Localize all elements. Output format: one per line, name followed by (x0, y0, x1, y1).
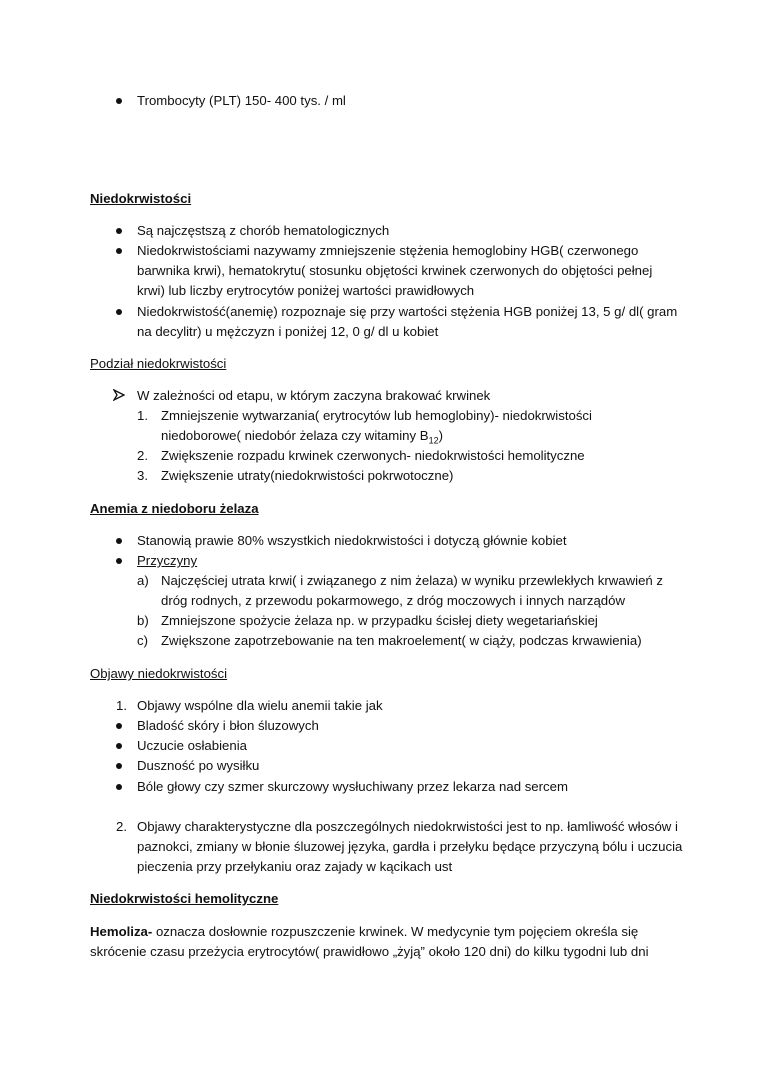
subscript: 12 (428, 435, 439, 446)
arrow-bullet-icon (113, 389, 125, 401)
paragraph-line: skrócenie czasu przeżycia erytrocytów( prawidłowo „żyją” około 120 dni) do kilku tygodni lub dni (90, 944, 649, 959)
list-letter: b) (137, 613, 149, 628)
list-item-cont: na decylitr) u mężczyzn i poniżej 12, 0 g/ dl u kobiet (137, 324, 439, 339)
list-item-cont: dróg rodnych, z przewodu pokarmowego, z dróg moczowych i innych narządów (161, 593, 625, 608)
text-run: niedoborowe( niedobór żelaza czy witaminy B (161, 428, 429, 443)
list-letter: a) (137, 573, 149, 588)
list-item-cont (161, 426, 443, 446)
heading-anemia: Anemia z niedoboru żelaza (90, 501, 259, 516)
list-item: Bóle głowy czy szmer skurczowy wysłuchiwany przez lekarza nad sercem (137, 779, 568, 794)
list-item: Uczucie osłabienia (137, 738, 247, 753)
bullet-icon (116, 743, 122, 749)
bullet-icon (116, 228, 122, 234)
list-item-cont: barwnika krwi), hematokrytu( stosunku objętości krwinek czerwonych do objętości pełnej (137, 263, 653, 278)
list-item: Objawy wspólne dla wielu anemii takie jak (137, 698, 383, 713)
bullet-icon (116, 784, 122, 790)
bullet-icon (116, 98, 122, 104)
bullet-icon (116, 763, 122, 769)
heading-hemolityczne: Niedokrwistości hemolityczne (90, 891, 279, 906)
list-item-cont: krwi) lub liczby erytrocytów poniżej wartości prawidłowych (137, 283, 475, 298)
list-item: Najczęściej utrata krwi( i związanego z nim żelaza) w wyniku przewlekłych krwawień z (161, 573, 664, 588)
bullet-icon (116, 309, 122, 315)
list-number: 2. (137, 448, 148, 463)
paragraph-line (90, 922, 638, 942)
heading-niedokrwistosci: Niedokrwistości (90, 191, 192, 206)
list-item-cont: paznokci, zmiany w błonie śluzowej języka, gardła i przełyku będące przyczyną bólu i uczucia (137, 839, 683, 854)
heading-podzial: Podział niedokrwistości (90, 356, 227, 371)
list-item: Zwiększenie rozpadu krwinek czerwonych- niedokrwistości hemolityczne (161, 448, 585, 463)
bullet-icon (116, 538, 122, 544)
list-letter: c) (137, 633, 148, 648)
list-item-cont: pieczenia przy przełykaniu oraz zajady w kącikach ust (137, 859, 453, 874)
list-item: W zależności od etapu, w którym zaczyna brakować krwinek (137, 388, 491, 403)
list-item: Zwiększone zapotrzebowanie na ten makroelement( w ciąży, podczas krwawienia) (161, 633, 642, 648)
list-item: Zwiększenie utraty(niedokrwistości pokrwotoczne) (161, 468, 454, 483)
list-item: Zmniejszenie wytwarzania( erytrocytów lub hemoglobiny)- niedokrwistości (161, 408, 592, 423)
list-item: Stanowią prawie 80% wszystkich niedokrwistości i dotyczą głównie kobiet (137, 533, 567, 548)
text-run: ) (438, 428, 443, 443)
term-hemoliza: Hemoliza- (90, 924, 153, 939)
list-item: Zmniejszone spożycie żelaza np. w przypadku ścisłej diety wegetariańskiej (161, 613, 598, 628)
list-item: Przyczyny (137, 553, 198, 568)
bullet-icon (116, 723, 122, 729)
list-item: Niedokrwistościami nazywamy zmniejszenie stężenia hemoglobiny HGB( czerwonego (137, 243, 639, 258)
list-item: Bladość skóry i błon śluzowych (137, 718, 319, 733)
list-number: 1. (137, 408, 148, 423)
heading-objawy: Objawy niedokrwistości (90, 666, 228, 681)
bullet-icon (116, 248, 122, 254)
bullet-icon (116, 558, 122, 564)
list-number: 1. (116, 698, 127, 713)
list-item: Duszność po wysiłku (137, 758, 260, 773)
text-run: oznacza dosłownie rozpuszczenie krwinek. W medycynie tym pojęciem określa się (152, 924, 639, 939)
list-number: 2. (116, 819, 127, 834)
list-item: Są najczęstszą z chorób hematologicznych (137, 223, 390, 238)
plt-item: Trombocyty (PLT) 150- 400 tys. / ml (137, 93, 346, 108)
list-item: Niedokrwistość(anemię) rozpoznaje się przy wartości stężenia HGB poniżej 13, 5 g/ dl( gram (137, 304, 678, 319)
list-number: 3. (137, 468, 148, 483)
list-item: Objawy charakterystyczne dla poszczególnych niedokrwistości jest to np. łamliwość włosów i (137, 819, 678, 834)
